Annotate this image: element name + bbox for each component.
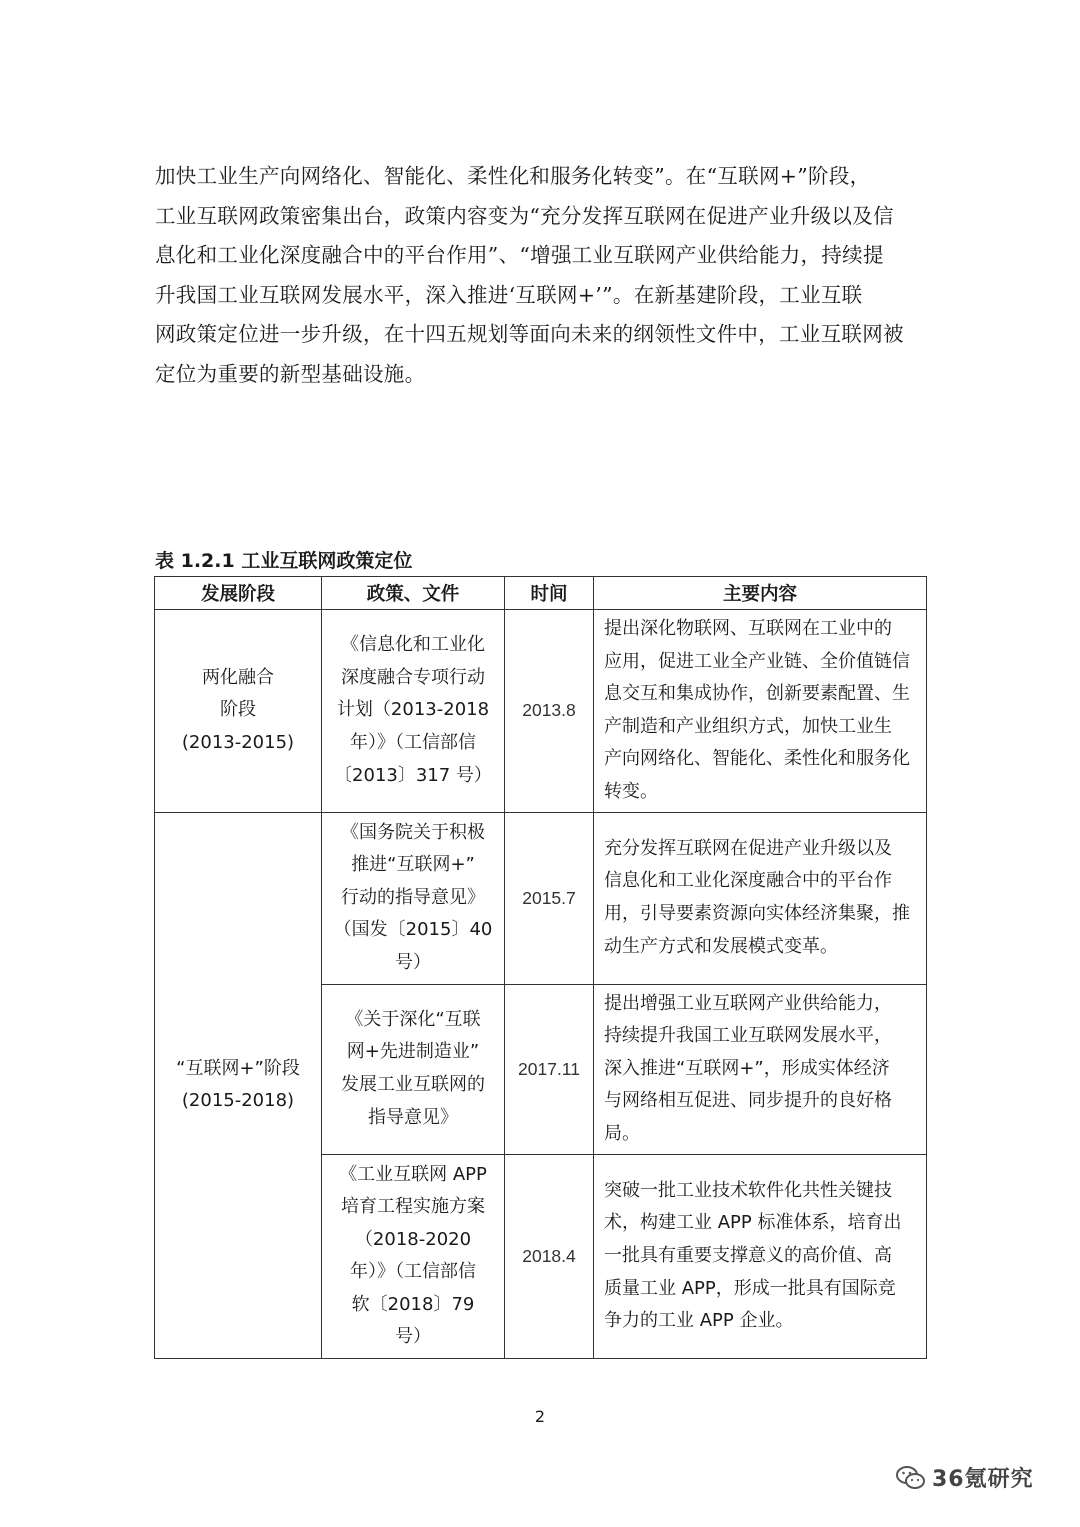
- document-line: 号）: [395, 1326, 431, 1348]
- document-line: 指导意见》: [368, 1106, 458, 1128]
- document-line: 推进“互联网+”: [351, 854, 475, 876]
- content-line: 持续提升我国工业互联网发展水平，: [604, 1025, 892, 1047]
- content-line: 用，引导要素资源向实体经济集聚，推: [604, 903, 910, 925]
- content-line: 应用，促进工业全产业链、全价值链信: [604, 650, 910, 672]
- content-cell: [594, 610, 927, 813]
- paragraph-line: 定位为重要的新型基础设施。: [155, 361, 426, 386]
- time-cell: 2017.11: [505, 984, 594, 1154]
- document-line: 培育工程实施方案: [341, 1196, 485, 1218]
- content-line: 术，构建工业 APP 标准体系，培育出: [604, 1212, 902, 1234]
- content-line: 一批具有重要支撑意义的高价值、高: [604, 1244, 892, 1266]
- header-document: 政策、文件: [322, 577, 505, 610]
- watermark: [896, 1462, 1034, 1493]
- stage-line: “互联网+”阶段: [176, 1057, 300, 1079]
- policy-table: [154, 576, 927, 1359]
- content-cell: [594, 984, 927, 1154]
- header-content: 主要内容: [594, 577, 927, 610]
- document-line: 《关于深化“互联: [345, 1008, 481, 1030]
- document-line: 《工业互联网 APP: [339, 1163, 487, 1185]
- content-line: 质量工业 APP，形成一批具有国际竞: [604, 1277, 896, 1299]
- content-line: 局。: [604, 1122, 640, 1144]
- content-line: 充分发挥互联网在促进产业升级以及: [604, 837, 892, 859]
- table-caption: 表 1.2.1 工业互联网政策定位: [155, 550, 413, 572]
- document-line: （国发〔2015〕40: [333, 919, 493, 941]
- content-cell: [594, 1154, 927, 1359]
- document-line: 计划（2013-2018: [336, 699, 490, 721]
- header-stage: 发展阶段: [155, 577, 322, 610]
- watermark-text: 36氪研究: [932, 1467, 1034, 1492]
- document-line: 号）: [395, 951, 431, 973]
- content-line: 争力的工业 APP 企业。: [604, 1310, 794, 1332]
- document-line: 《国务院关于积极: [341, 821, 485, 843]
- time-cell: 2018.4: [505, 1154, 594, 1359]
- content-line: 动生产方式和发展模式变革。: [604, 935, 838, 957]
- document-cell: [322, 1154, 505, 1359]
- table-row: [155, 812, 927, 984]
- content-line: 转变。: [604, 780, 658, 802]
- stage-line: 阶段: [220, 699, 256, 721]
- stage-cell: [155, 610, 322, 813]
- document-line: 《信息化和工业化: [341, 634, 485, 656]
- document-line: 软〔2018〕79: [351, 1293, 475, 1315]
- stage-line: (2015-2018): [181, 1090, 295, 1112]
- document-line: 发展工业互联网的: [341, 1074, 485, 1096]
- page-number: 2: [534, 1407, 546, 1426]
- time-cell: 2013.8: [505, 610, 594, 813]
- content-line: 信息化和工业化深度融合中的平台作: [604, 870, 892, 892]
- paragraph-line: 网政策定位进一步升级，在十四五规划等面向未来的纲领性文件中，工业互联网被: [155, 322, 904, 346]
- document-line: 深度融合专项行动: [341, 666, 485, 688]
- content-cell: [594, 812, 927, 984]
- document-line: 年）》（工信部信: [350, 1261, 476, 1283]
- content-line: 息交互和集成协作，创新要素配置、生: [604, 683, 910, 705]
- document-cell: [322, 610, 505, 813]
- body-paragraph: [155, 157, 927, 394]
- table-header-row: [155, 577, 927, 610]
- stage-cell: [155, 812, 322, 1359]
- document-cell: [322, 984, 505, 1154]
- content-line: 与网络相互促进、同步提升的良好格: [604, 1090, 892, 1112]
- header-time: 时间: [505, 577, 594, 610]
- paragraph-line: 息化和工业化深度融合中的平台作用”、“增强工业互联网产业供给能力，持续提: [155, 243, 884, 267]
- content-line: 提出增强工业互联网产业供给能力，: [604, 992, 892, 1014]
- document-line: 行动的指导意见》: [341, 886, 485, 908]
- content-line: 产制造和产业组织方式，加快工业生: [604, 715, 892, 737]
- content-line: 深入推进“互联网+”，形成实体经济: [604, 1057, 890, 1079]
- document-line: 网+先进制造业”: [346, 1041, 480, 1063]
- paragraph-line: 升我国工业互联网发展水平，深入推进‘互联网+’”。在新基建阶段，工业互联: [155, 282, 863, 307]
- document-cell: [322, 812, 505, 984]
- document-line: 年）》（工信部信: [350, 732, 476, 754]
- stage-line: (2013-2015): [181, 732, 295, 754]
- time-cell: 2015.7: [505, 812, 594, 984]
- table-row: [155, 610, 927, 813]
- stage-line: 两化融合: [202, 666, 274, 688]
- document-line: 〔2013〕317 号）: [334, 764, 492, 786]
- content-line: 提出深化物联网、互联网在工业中的: [604, 618, 892, 639]
- paragraph-line: 工业互联网政策密集出台，政策内容变为“充分发挥互联网在促进产业升级以及信: [155, 203, 894, 228]
- content-line: 产向网络化、智能化、柔性化和服务化: [604, 748, 910, 770]
- content-line: 突破一批工业技术软件化共性关键技: [604, 1179, 892, 1201]
- paragraph-line: 加快工业生产向网络化、智能化、柔性化和服务化转变”。在“互联网+”阶段，: [155, 164, 871, 188]
- document-line: （2018-2020: [354, 1228, 472, 1250]
- wechat-icon: [896, 1465, 926, 1491]
